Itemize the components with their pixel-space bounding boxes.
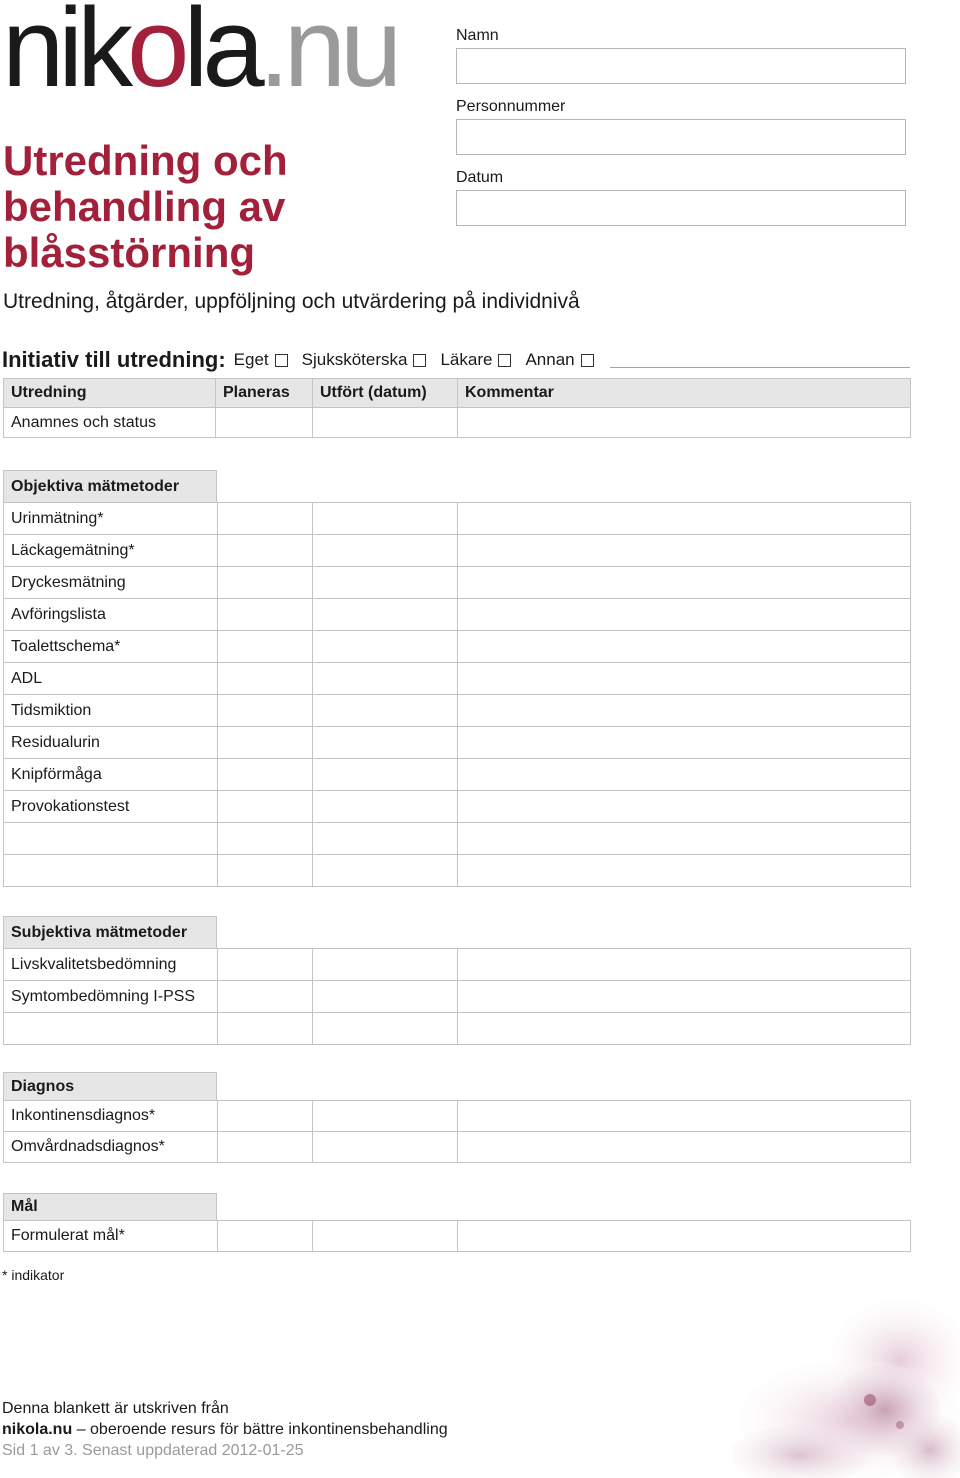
row-label: Urinmätning* <box>4 503 218 535</box>
kommentar-cell[interactable] <box>458 408 911 438</box>
kommentar-cell[interactable] <box>458 535 911 567</box>
table-header-row <box>4 379 911 408</box>
row-label: Anamnes och status <box>4 408 216 438</box>
planeras-cell[interactable] <box>216 408 313 438</box>
row-label: Dryckesmätning <box>4 567 218 599</box>
planeras-cell[interactable] <box>218 503 313 535</box>
kommentar-cell[interactable] <box>458 599 911 631</box>
table-row <box>4 855 911 887</box>
objektiva-section <box>3 470 911 887</box>
utfort-cell[interactable] <box>313 695 458 727</box>
checkbox-annan[interactable] <box>581 354 594 367</box>
row-label: Tidsmiktion <box>4 695 218 727</box>
option-sjukskoterska: Sjuksköterska <box>302 350 427 370</box>
table-row <box>4 535 911 567</box>
kommentar-cell[interactable] <box>458 663 911 695</box>
planeras-cell[interactable] <box>218 1132 313 1163</box>
kommentar-cell[interactable] <box>458 981 911 1013</box>
option-eget: Eget <box>234 350 288 370</box>
orchid-image <box>600 1290 960 1478</box>
utfort-cell[interactable] <box>313 599 458 631</box>
datum-field[interactable] <box>456 190 906 226</box>
kommentar-cell[interactable] <box>458 759 911 791</box>
planeras-cell[interactable] <box>218 1013 313 1045</box>
col-utredning: Utredning <box>4 379 216 408</box>
table-row <box>4 567 911 599</box>
section-title: Subjektiva mätmetoder <box>3 916 217 948</box>
page-title: Utredning och behandling av blåsstörning <box>3 137 288 276</box>
row-label: ADL <box>4 663 218 695</box>
utfort-cell[interactable] <box>313 503 458 535</box>
row-label: Provokationstest <box>4 791 218 823</box>
col-planeras: Planeras <box>216 379 313 408</box>
table-row <box>4 599 911 631</box>
table-row <box>4 981 911 1013</box>
kommentar-cell[interactable] <box>458 949 911 981</box>
table-row <box>4 408 911 438</box>
diagnos-section <box>3 1072 911 1163</box>
row-label[interactable] <box>4 855 218 887</box>
utredning-table <box>3 378 911 438</box>
row-label: Omvårdnadsdiagnos* <box>4 1132 218 1163</box>
planeras-cell[interactable] <box>218 695 313 727</box>
row-label: Formulerat mål* <box>4 1221 218 1252</box>
nikola-logo <box>2 0 397 110</box>
initiativ-label: Initiativ till utredning: <box>2 347 226 372</box>
checkbox-eget[interactable] <box>275 354 288 367</box>
datum-label: Datum <box>456 169 504 186</box>
kommentar-cell[interactable] <box>458 567 911 599</box>
section-title: Diagnos <box>3 1072 217 1100</box>
utfort-cell[interactable] <box>313 567 458 599</box>
table-row <box>4 727 911 759</box>
planeras-cell[interactable] <box>218 823 313 855</box>
utfort-cell[interactable] <box>313 1221 458 1252</box>
kommentar-cell[interactable] <box>458 1221 911 1252</box>
utfort-cell[interactable] <box>313 791 458 823</box>
table-row <box>4 503 911 535</box>
table-row <box>4 949 911 981</box>
utfort-cell[interactable] <box>313 535 458 567</box>
kommentar-cell[interactable] <box>458 727 911 759</box>
kommentar-cell[interactable] <box>458 1101 911 1132</box>
table-row <box>4 1132 911 1163</box>
footer <box>2 1398 448 1461</box>
planeras-cell[interactable] <box>218 631 313 663</box>
row-label[interactable] <box>4 823 218 855</box>
indikator-note: * indikator <box>2 1267 65 1283</box>
planeras-cell[interactable] <box>218 535 313 567</box>
utfort-cell[interactable] <box>313 949 458 981</box>
mal-section <box>3 1193 911 1252</box>
row-label[interactable] <box>4 1013 218 1045</box>
planeras-cell[interactable] <box>218 981 313 1013</box>
utfort-cell[interactable] <box>313 631 458 663</box>
row-label: Läckagemätning* <box>4 535 218 567</box>
annan-write-line[interactable] <box>610 367 910 368</box>
kommentar-cell[interactable] <box>458 1013 911 1045</box>
option-annan: Annan <box>525 350 593 370</box>
namn-label: Namn <box>456 27 499 44</box>
col-utfort: Utfört (datum) <box>313 379 458 408</box>
utfort-cell[interactable] <box>313 981 458 1013</box>
planeras-cell[interactable] <box>218 949 313 981</box>
kommentar-cell[interactable] <box>458 791 911 823</box>
table-row <box>4 791 911 823</box>
table-row <box>4 695 911 727</box>
table-row <box>4 663 911 695</box>
utfort-cell[interactable] <box>313 408 458 438</box>
row-label: Knipförmåga <box>4 759 218 791</box>
utfort-cell[interactable] <box>313 1013 458 1045</box>
initiativ-row <box>2 347 910 373</box>
utfort-cell[interactable] <box>313 1132 458 1163</box>
planeras-cell[interactable] <box>218 599 313 631</box>
subjektiva-section <box>3 916 911 1045</box>
utfort-cell[interactable] <box>313 727 458 759</box>
planeras-cell[interactable] <box>218 663 313 695</box>
row-label: Toalettschema* <box>4 631 218 663</box>
row-label: Livskvalitetsbedömning <box>4 949 218 981</box>
planeras-cell[interactable] <box>218 567 313 599</box>
kommentar-cell[interactable] <box>458 503 911 535</box>
kommentar-cell[interactable] <box>458 855 911 887</box>
section-title: Objektiva mätmetoder <box>3 470 217 502</box>
svg-text:nikola.nu: nikola.nu <box>2 0 397 110</box>
table-row <box>4 1013 911 1045</box>
utfort-cell[interactable] <box>313 855 458 887</box>
row-label: Residualurin <box>4 727 218 759</box>
utfort-cell[interactable] <box>313 1101 458 1132</box>
table-row <box>4 1101 911 1132</box>
utfort-cell[interactable] <box>313 823 458 855</box>
table-row <box>4 631 911 663</box>
table-row <box>4 823 911 855</box>
row-label: Avföringslista <box>4 599 218 631</box>
planeras-cell[interactable] <box>218 1221 313 1252</box>
col-kommentar: Kommentar <box>458 379 911 408</box>
checkbox-lakare[interactable] <box>498 354 511 367</box>
option-lakare: Läkare <box>440 350 511 370</box>
utfort-cell[interactable] <box>313 759 458 791</box>
page-subtitle: Utredning, åtgärder, uppföljning och utvärdering på individnivå <box>3 290 580 313</box>
namn-field[interactable] <box>456 48 906 84</box>
planeras-cell[interactable] <box>218 791 313 823</box>
planeras-cell[interactable] <box>218 855 313 887</box>
footer-line2: nikola.nu – oberoende resurs för bättre inkontinensbehandling <box>2 1421 448 1438</box>
kommentar-cell[interactable] <box>458 1132 911 1163</box>
kommentar-cell[interactable] <box>458 823 911 855</box>
table-row <box>4 1221 911 1252</box>
utfort-cell[interactable] <box>313 663 458 695</box>
section-title: Mål <box>3 1193 217 1220</box>
row-label: Symtombedömning I-PSS <box>4 981 218 1013</box>
kommentar-cell[interactable] <box>458 695 911 727</box>
planeras-cell[interactable] <box>218 759 313 791</box>
personnummer-field[interactable] <box>456 119 906 155</box>
footer-page-info: Sid 1 av 3. Senast uppdaterad 2012-01-25 <box>2 1442 304 1459</box>
planeras-cell[interactable] <box>218 1101 313 1132</box>
row-label: Inkontinensdiagnos* <box>4 1101 218 1132</box>
footer-line1: Denna blankett är utskriven från <box>2 1400 229 1417</box>
footer-brand: nikola.nu <box>2 1421 73 1438</box>
table-row <box>4 759 911 791</box>
kommentar-cell[interactable] <box>458 631 911 663</box>
checkbox-sjukskoterska[interactable] <box>413 354 426 367</box>
personnummer-label: Personnummer <box>456 98 566 115</box>
planeras-cell[interactable] <box>218 727 313 759</box>
